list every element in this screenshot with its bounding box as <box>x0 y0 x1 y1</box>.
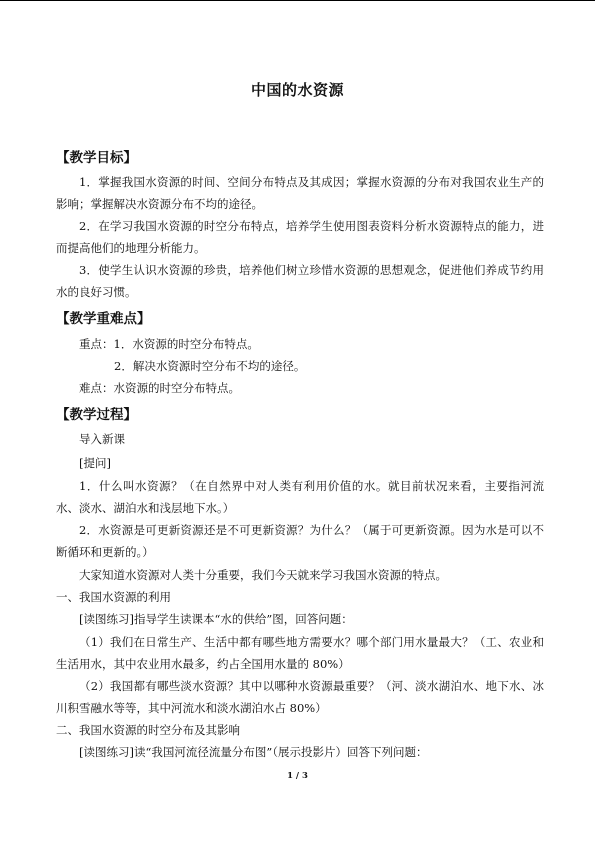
reading-exercise-1: [读图练习]指导学生读课本“水的供给”图，回答问题： <box>79 612 353 626</box>
sub-question-1: （1）我们在日常生产、生活中都有哪些地方需要水？哪个部门用水量最大？（工、农业和生活用水，其中农业用水最多，约占全国用水量的 80%） <box>56 635 544 671</box>
heading-process: 【教学过程】 <box>56 407 137 423</box>
process-intro: 导入新课 <box>79 432 125 446</box>
reading-exercise-2: [读图练习]读“我国河流径流量分布图”（展示投影片）回答下列问题： <box>79 745 428 759</box>
question-1: 1．什么叫水资源？（在自然界中对人类有利用价值的水。就目前状况来看，主要指河流水、淡水、湖泊水和浅层地下水。） <box>56 479 544 515</box>
question-2: 2．水资源是可更新资源还是不可更新资源？为什么？（属于可更新资源。因为水是可以不断循环和更新的。） <box>56 523 544 559</box>
section-2-heading: 二、我国水资源的时空分布及其影响 <box>56 723 240 737</box>
page-number: 1 / 3 <box>287 771 308 781</box>
goal-item-3: 3．使学生认识水资源的珍贵，培养他们树立珍惜水资源的思想观念，促进他们养成节约用水的良好习惯。 <box>56 263 544 299</box>
heading-key-points: 【教学重难点】 <box>56 311 151 327</box>
top-border-line <box>0 0 595 1</box>
transition-text: 大家知道水资源对人类十分重要，我们今天就来学习我国水资源的特点。 <box>79 568 447 582</box>
process-ask: [提问] <box>79 456 111 470</box>
key-point-focus-1: 重点：1．水资源的时空分布特点。 <box>79 337 259 351</box>
heading-goals: 【教学目标】 <box>56 150 137 166</box>
page-title: 中国的水资源 <box>250 81 344 99</box>
goal-item-2: 2．在学习我国水资源的时空分布特点，培养学生使用图表资料分析水资源特点的能力，进而提高他们的地理分析能力。 <box>56 219 544 255</box>
section-1-heading: 一、我国水资源的利用 <box>56 590 171 604</box>
sub-question-2: （2）我国都有哪些淡水资源？其中以哪种水资源最重要？（河、淡水湖泊水、地下水、冰川积雪融水等等，其中河流水和淡水湖泊水占 80%） <box>56 679 544 715</box>
key-point-focus-2: 2．解决水资源时空分布不均的途径。 <box>114 359 306 373</box>
key-point-difficulty: 难点：水资源的时空分布特点。 <box>79 381 240 395</box>
goal-item-1: 1．掌握我国水资源的时间、空间分布特点及其成因；掌握水资源的分布对我国农业生产的影响；掌握解决水资源分布不均的途径。 <box>56 175 544 211</box>
